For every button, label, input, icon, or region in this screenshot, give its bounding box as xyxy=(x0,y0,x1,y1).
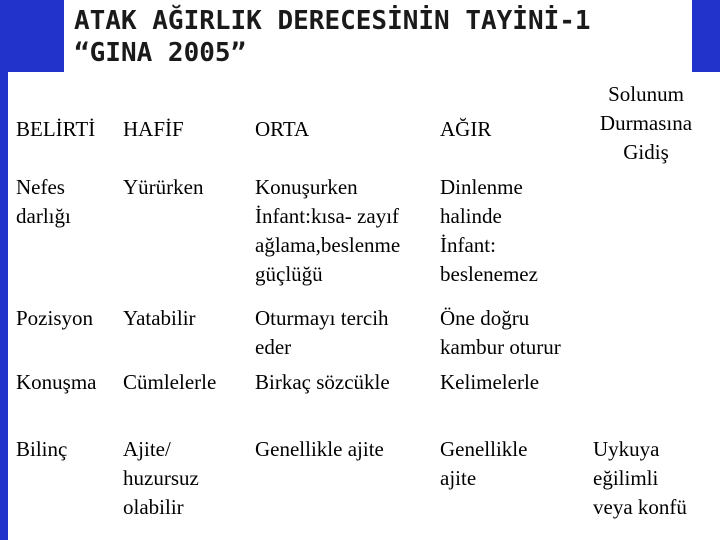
row-pozisyon-agir-line-2: kambur oturur xyxy=(440,335,561,359)
row-nefes-orta-line-4: güçlüğü xyxy=(255,262,323,286)
row-pozisyon-hafif xyxy=(123,304,196,333)
header-orta: ORTA xyxy=(255,117,310,141)
row-bilinc-hafif xyxy=(123,435,199,522)
row-pozisyon-hafif-line-1: Yatabilir xyxy=(123,306,196,330)
row-bilinc-solunum-line-2: eğilimli xyxy=(593,466,659,490)
row-bilinc-agir-line-2: ajite xyxy=(440,466,477,490)
row-bilinc-hafif-line-2: huzursuz xyxy=(123,466,199,490)
row-konusma-hafif-line-1: Cümlelerle xyxy=(123,370,217,394)
row-nefes-hafif-line-1: Yürürken xyxy=(123,175,204,199)
left-edge-accent xyxy=(0,72,8,540)
row-nefes-agir xyxy=(440,173,538,289)
row-nefes-label xyxy=(16,173,71,231)
row-pozisyon-orta-line-2: eder xyxy=(255,335,292,359)
row-nefes-agir-line-1: Dinlenme xyxy=(440,175,523,199)
title-right-accent xyxy=(692,0,720,72)
row-konusma-agir xyxy=(440,368,539,397)
row-pozisyon-agir-line-1: Öne doğru xyxy=(440,306,530,330)
row-bilinc-solunum xyxy=(593,435,687,522)
row-konusma-label-line-1: Konuşma xyxy=(16,370,97,394)
header-solunum-line-3: Gidiş xyxy=(623,140,669,164)
row-konusma-hafif xyxy=(123,368,216,397)
row-bilinc-label-line-1: Bilinç xyxy=(16,437,68,461)
header-belirti: BELİRTİ xyxy=(16,117,96,141)
row-pozisyon-label xyxy=(16,304,93,333)
row-pozisyon-label-line-1: Pozisyon xyxy=(16,306,94,330)
row-bilinc-orta xyxy=(255,435,384,464)
row-bilinc-solunum-line-1: Uykuya xyxy=(593,437,660,461)
row-pozisyon-orta-line-1: Oturmayı tercih xyxy=(255,306,389,330)
row-konusma-orta-line-1: Birkaç sözcükle xyxy=(255,370,390,394)
row-nefes-orta-line-3: ağlama,beslenme xyxy=(255,233,401,257)
row-bilinc-agir xyxy=(440,435,527,493)
row-nefes-agir-line-2: halinde xyxy=(440,204,502,228)
row-nefes-orta xyxy=(255,173,400,289)
header-solunum-line-2: Durmasına xyxy=(599,111,693,135)
row-pozisyon-orta xyxy=(255,304,389,362)
row-konusma-label xyxy=(16,368,97,397)
header-solunum-line-1: Solunum xyxy=(608,82,684,106)
row-bilinc-hafif-line-3: olabilir xyxy=(123,495,184,519)
row-nefes-agir-line-4: beslenemez xyxy=(440,262,538,286)
row-bilinc-agir-line-1: Genellikle xyxy=(440,437,528,461)
row-bilinc-hafif-line-1: Ajite/ xyxy=(123,437,171,461)
page-title-line-2: “GINA 2005” xyxy=(74,38,247,68)
header-hafif: HAFİF xyxy=(123,117,184,141)
row-bilinc-label xyxy=(16,435,67,464)
row-nefes-label-line-1: Nefes xyxy=(16,175,65,199)
row-bilinc-solunum-line-3: veya konfü xyxy=(593,495,687,519)
row-nefes-orta-line-2: İnfant:kısa- zayıf xyxy=(255,204,400,228)
header-solunum xyxy=(588,80,704,167)
row-konusma-agir-line-1: Kelimelerle xyxy=(440,370,540,394)
title-left-accent xyxy=(0,0,64,72)
row-nefes-label-line-2: darlığı xyxy=(16,204,71,228)
row-nefes-agir-line-3: İnfant: xyxy=(440,233,496,257)
row-nefes-hafif xyxy=(123,173,203,202)
page-title-line-1: ATAK AĞIRLIK DERECESİNİN TAYİNİ-1 xyxy=(74,6,591,36)
row-konusma-orta xyxy=(255,368,390,397)
row-pozisyon-agir xyxy=(440,304,561,362)
row-bilinc-orta-line-1: Genellikle ajite xyxy=(255,437,384,461)
header-agir: AĞIR xyxy=(440,117,492,141)
row-nefes-orta-line-1: Konuşurken xyxy=(255,175,358,199)
